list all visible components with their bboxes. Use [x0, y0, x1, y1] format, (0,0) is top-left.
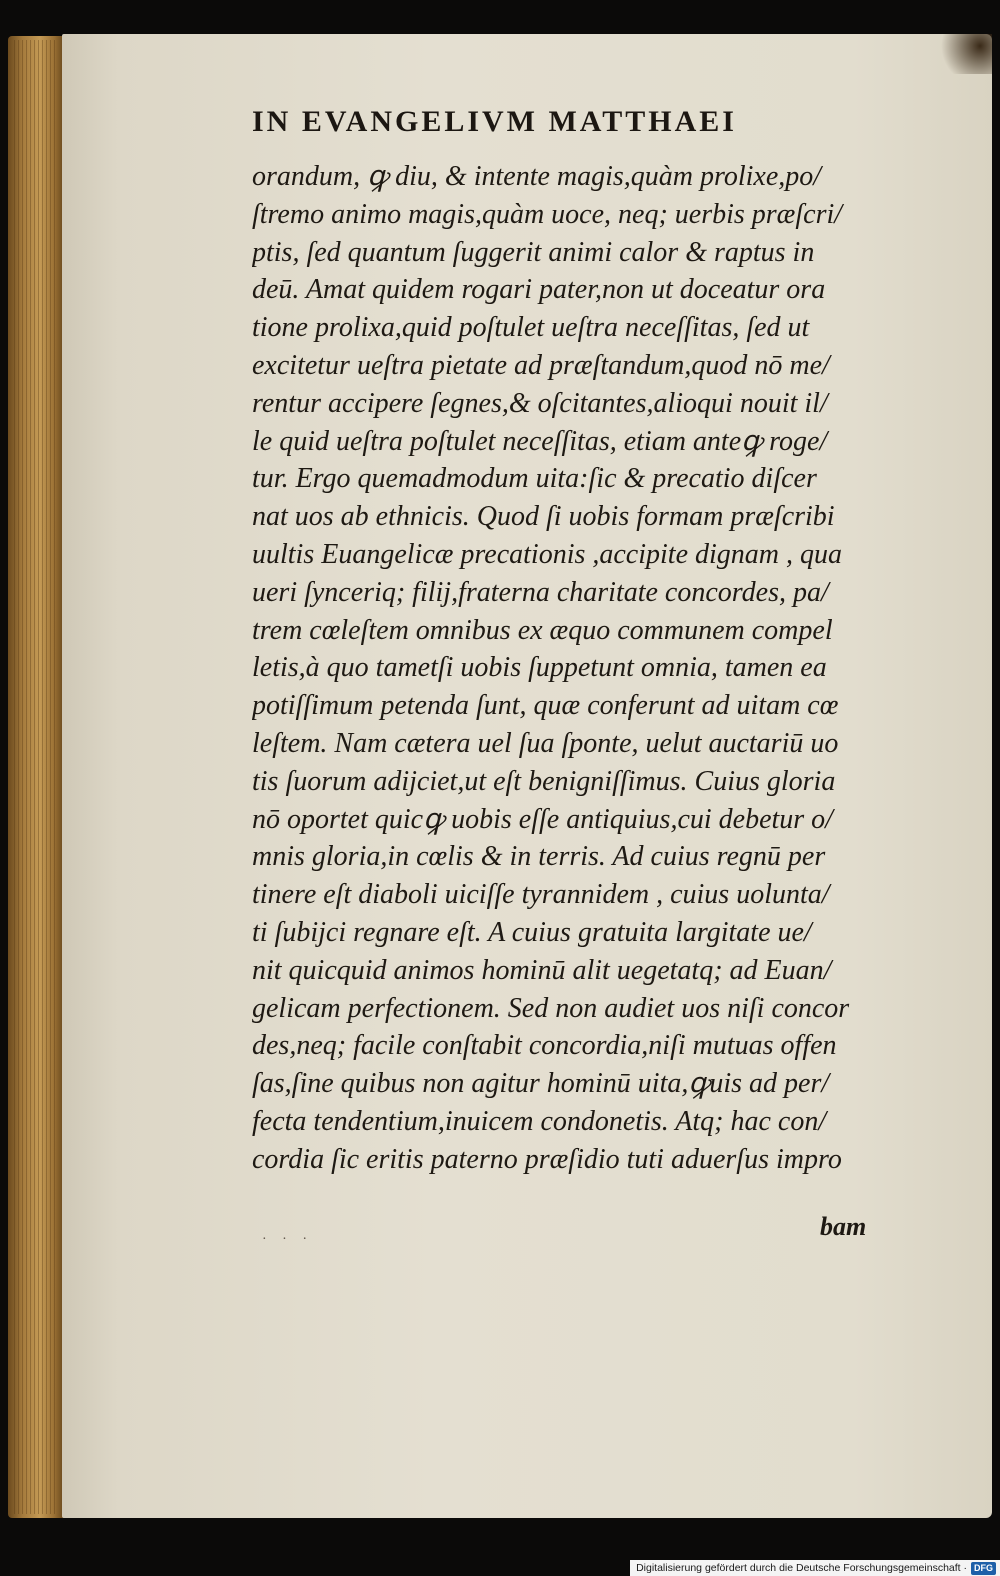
- text-line: tinere eſt diaboli uiciſſe tyrannidem , cuius uolunta/: [252, 879, 830, 911]
- text-line: des,neq; facile conſtabit concordia,niſi mutuas offen: [252, 1030, 837, 1062]
- text-line: ſtremo animo magis,quàm uoce, neq; uerbis præſcri/: [252, 198, 843, 230]
- corner-stain: [932, 34, 992, 74]
- running-head: IN EVANGELIVM MATTHAEI: [252, 105, 737, 138]
- text-line: ueri ſynceriq; filij,fraterna charitate concordes, pa/: [252, 576, 829, 608]
- footer-bar: [630, 1560, 1000, 1576]
- text-line: le quid ueſtra poſtulet neceſſitas, etiam anteꝙ roge/: [252, 425, 828, 457]
- text-line: excitetur ueſtra pietate ad præſtandum,quod nō me/: [252, 349, 830, 381]
- text-line: fecta tendentium,inuicem condonetis. Atq; hac con/: [252, 1105, 827, 1137]
- text-line: tis ſuorum adijciet,ut eſt benigniſſimus. Cuius gloria: [252, 765, 836, 797]
- text-line: nit quicquid animos hominū alit uegetatq; ad Euan/: [252, 954, 832, 986]
- text-line: leſtem. Nam cætera uel ſua ſponte, uelut auctariū uo: [252, 727, 839, 759]
- text-line: tione prolixa,quid poſtulet ueſtra neceſſitas, ſed ut: [252, 312, 810, 344]
- text-line: cordia ſic eritis paterno præſidio tuti aduerſus impro: [252, 1143, 842, 1175]
- body-text: [252, 158, 892, 1179]
- text-line: uultis Euangelicæ precationis ,accipite dignam , qua: [252, 538, 842, 570]
- text-line: letis,à quo tametſi uobis ſuppetunt omnia, tamen ea: [252, 652, 827, 684]
- text-line: tur. Ergo quemadmodum uita:ſic & precatio diſcer: [252, 463, 817, 495]
- text-line: trem cœleſtem omnibus ex æquo communem compel: [252, 614, 833, 646]
- text-line: deū. Amat quidem rogari pater,non ut doceatur ora: [252, 274, 826, 306]
- page-stack-lines: [14, 40, 58, 1514]
- text-line: ptis, ſed quantum ſuggerit animi calor & raptus in: [252, 236, 815, 268]
- ink-specks: · · ·: [262, 1232, 313, 1247]
- text-line: gelicam perfectionem. Sed non audiet uos niſi concor: [252, 992, 850, 1024]
- text-line: nō oportet quicꝙ uobis eſſe antiquius,cui debetur o/: [252, 803, 833, 835]
- catchword: bam: [820, 1212, 867, 1241]
- text-line: nat uos ab ethnicis. Quod ſi uobis formam præſcribi: [252, 501, 835, 533]
- text-line: ti ſubijci regnare eſt. A cuius gratuita largitate ue/: [252, 916, 812, 948]
- digitization-credit: Digitalisierung gefördert durch die Deutsche Forschungsgemeinschaft ·: [636, 1562, 967, 1574]
- text-line: ſas,ſine quibus non agitur hominū uita,ꝙuis ad per/: [252, 1068, 830, 1100]
- dfg-logo-icon: DFG: [971, 1562, 996, 1575]
- text-line: mnis gloria,in cœlis & in terris. Ad cuius regnū per: [252, 841, 826, 873]
- text-line: orandum, ꝙ diu, & intente magis,quàm prolixe,po/: [252, 161, 822, 192]
- text-line: rentur accipere ſegnes,& oſcitantes,alioqui nouit il/: [252, 387, 828, 419]
- text-line: potiſſimum petenda ſunt, quæ conferunt ad uitam cœ: [252, 690, 839, 722]
